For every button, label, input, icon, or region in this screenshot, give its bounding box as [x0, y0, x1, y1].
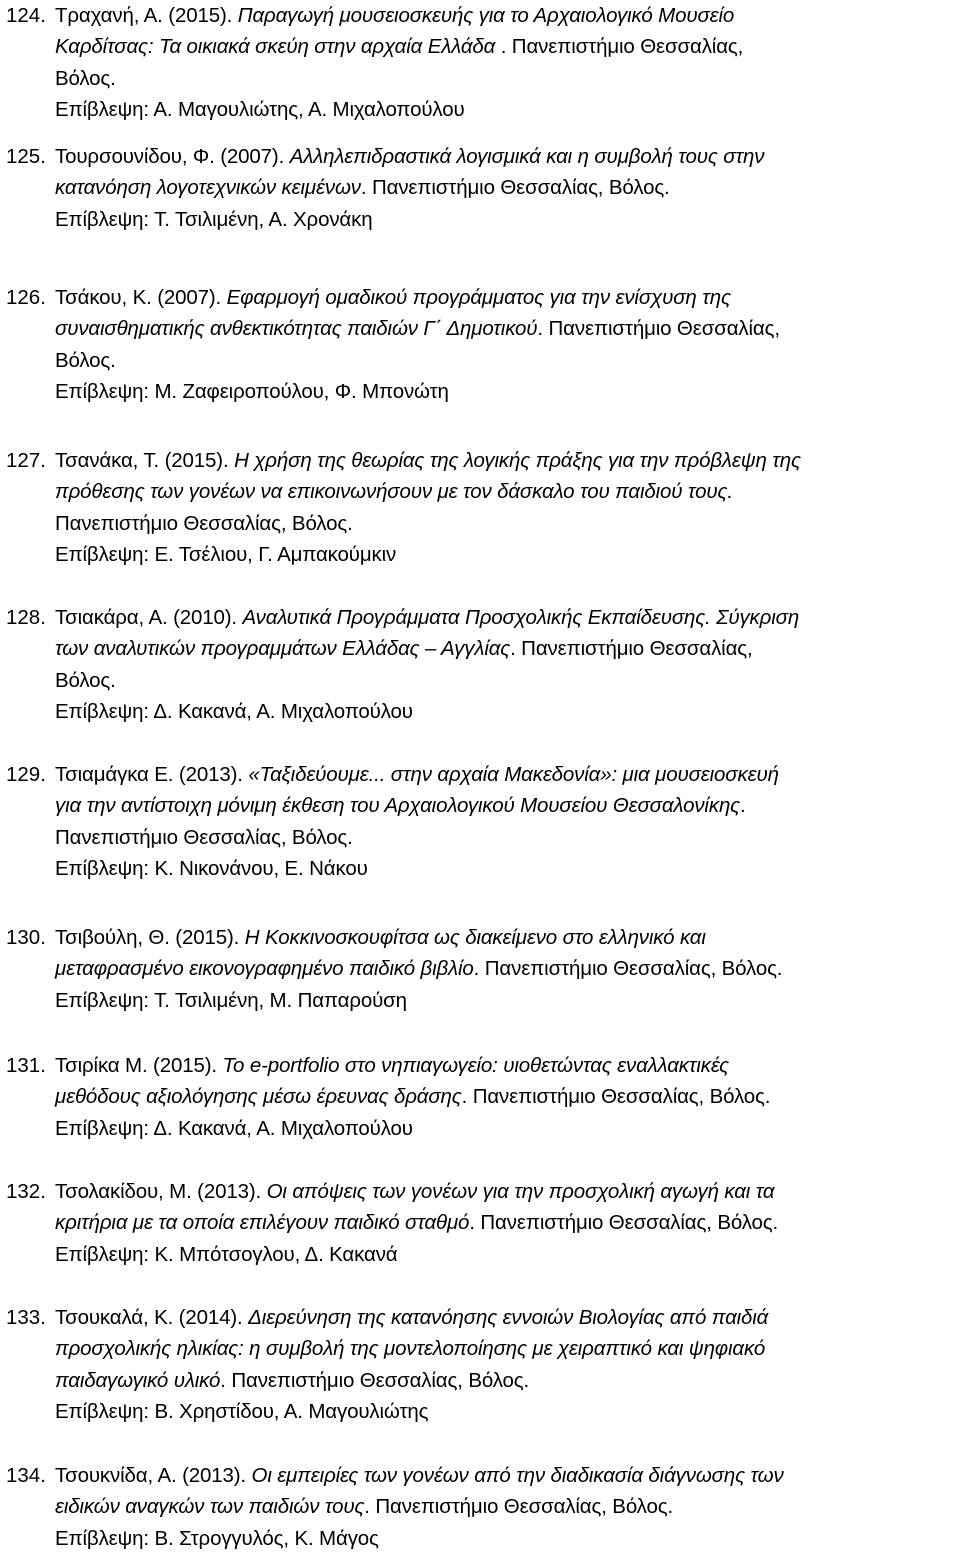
- author-year: Τσολακίδου, Μ. (2013).: [55, 1180, 267, 1203]
- thesis-title-cont: μεθόδους αξιολόγησης μέσω έρευνας δράσης: [55, 1085, 462, 1109]
- supervision: Επίβλεψη: Δ. Κακανά, Α. Μιχαλοπούλου: [55, 1116, 413, 1140]
- institution: . Πανεπιστήμιο Θεσσαλίας, Βόλος.: [364, 1495, 673, 1519]
- entry-number: 133.: [6, 1306, 46, 1329]
- thesis-title-cont: ειδικών αναγκών των παιδιών τους: [55, 1495, 365, 1519]
- entry-body: [55, 1050, 960, 1144]
- entry-line-1: [55, 1176, 960, 1207]
- entry-body: [55, 759, 960, 885]
- author-year: Τσανάκα, Τ. (2015).: [55, 449, 235, 472]
- entry-line-2: [55, 633, 960, 664]
- entry-line-1: [55, 141, 960, 172]
- institution: . Πανεπιστήμιο Θεσσαλίας,: [495, 35, 744, 59]
- entry-body: [55, 141, 960, 235]
- supervision: Επίβλεψη: Μ. Ζαφειροπούλου, Φ. Μπονώτη: [55, 380, 449, 404]
- thesis-title: Το e-portfolio στο νηπιαγωγείο: υιοθετώντας εναλλακτικές: [222, 1054, 729, 1077]
- entry-line-1: [55, 1302, 960, 1333]
- author-year: Τσουκαλά, Κ. (2014).: [55, 1306, 249, 1329]
- thesis-title-cont: προσχολικής ηλικίας: η συμβολή της μοντελοποίησης με χειραπτικό και ψηφιακό: [55, 1337, 766, 1361]
- institution: . Πανεπιστήμιο Θεσσαλίας,: [510, 637, 753, 661]
- supervision: Επίβλεψη: Κ. Νικονάνου, Ε. Νάκου: [55, 857, 368, 881]
- institution: . Πανεπιστήμιο Θεσσαλίας, Βόλος.: [461, 1085, 771, 1109]
- thesis-title-end: παιδαγωγικό υλικό: [55, 1368, 221, 1392]
- supervision: Επίβλεψη: Τ. Τσιλιμένη, Μ. Παπαρούση: [55, 988, 407, 1012]
- thesis-title: Η Κοκκινοσκουφίτσα ως διακείμενο στο ελληνικό και: [244, 926, 706, 949]
- institution: . Πανεπιστήμιο Θεσσαλίας, Βόλος.: [473, 957, 783, 981]
- supervision: Επίβλεψη: Κ. Μπότσογλου, Δ. Κακανά: [55, 1242, 398, 1266]
- entry-body: [55, 282, 960, 408]
- thesis-title: Οι εμπειρίες των γονέων από την διαδικασία διάγνωσης των: [251, 1464, 784, 1487]
- thesis-title-cont: μεταφρασμένο εικονογραφημένο παιδικό βιβλίο: [55, 957, 474, 981]
- thesis-title: Αναλυτικά Προγράμματα Προσχολικής Εκπαίδευσης. Σύγκριση: [242, 606, 800, 629]
- thesis-title: Παραγωγή μουσειοσκευής για το Αρχαιολογικό Μουσείο: [237, 4, 735, 27]
- thesis-title: Εφαρμογή ομαδικού προγράμματος για την ενίσχυση της: [226, 286, 731, 309]
- thesis-title: Η χρήση της θεωρίας της λογικής πράξης για την πρόβλεψη της: [234, 449, 801, 472]
- thesis-title-cont: για την αντίστοιχη μόνιμη έκθεση του Αρχαιολογικού Μουσείου Θεσσαλονίκης: [55, 794, 740, 818]
- thesis-title-cont: κατανόηση λογοτεχνικών κειμένων: [55, 176, 361, 200]
- institution: . Πανεπιστήμιο Θεσσαλίας,: [537, 317, 780, 341]
- entry-number: 129.: [6, 763, 46, 786]
- entry-line-2: [55, 31, 960, 62]
- author-year: Τσουκνίδα, Α. (2013).: [55, 1464, 252, 1487]
- entry-number: 132.: [6, 1180, 46, 1203]
- supervision: Επίβλεψη: Τ. Τσιλιμένη, Α. Χρονάκη: [55, 207, 373, 231]
- thesis-title-cont: Καρδίτσας: Τα οικιακά σκεύη στην αρχαία Ελλάδα: [55, 35, 496, 59]
- author-year: Τσάκου, Κ. (2007).: [55, 286, 227, 309]
- entry-body: [55, 1302, 960, 1428]
- entry-line-2: [55, 1081, 960, 1112]
- thesis-title-cont: πρόθεσης των γονέων να επικοινωνήσουν με τον δάσκαλο του παιδιού τους.: [55, 480, 733, 504]
- entry-number: 131.: [6, 1054, 46, 1077]
- institution: Πανεπιστήμιο Θεσσαλίας, Βόλος.: [55, 511, 353, 535]
- supervision: Επίβλεψη: Ε. Τσέλιου, Γ. Αμπακούμκιν: [55, 543, 397, 567]
- entry-line-1: [55, 282, 960, 313]
- author-year: Τσιαμάγκα Ε. (2013).: [55, 763, 249, 786]
- institution: . Πανεπιστήμιο Θεσσαλίας, Βόλος.: [469, 1211, 779, 1235]
- author-year: Τουρσουνίδου, Φ. (2007).: [55, 145, 290, 168]
- supervision: Επίβλεψη: Β. Χρηστίδου, Α. Μαγουλιώτης: [55, 1400, 429, 1424]
- supervision: Επίβλεψη: Β. Στρογγυλός, Κ. Μάγος: [55, 1526, 379, 1550]
- entry-line-2: [55, 1207, 960, 1238]
- entry-line-1: [55, 922, 960, 953]
- entry-number: 130.: [6, 926, 46, 949]
- entry-number: 127.: [6, 449, 46, 472]
- author-year: Τσιβούλη, Θ. (2015).: [55, 926, 245, 949]
- entry-line-2: [55, 172, 960, 203]
- author-year: Τραχανή, Α. (2015).: [55, 4, 238, 27]
- entry-line-2: [55, 313, 960, 344]
- thesis-title: Διερεύνηση της κατανόησης εννοιών Βιολογίας από παιδιά: [248, 1306, 769, 1329]
- entry-line-3: [55, 1365, 960, 1396]
- entry-line-2: [55, 953, 960, 984]
- entry-line-2: [55, 790, 960, 821]
- entry-body: [55, 445, 960, 571]
- supervision: Επίβλεψη: Α. Μαγουλιώτης, Α. Μιχαλοπούλου: [55, 98, 465, 122]
- entry-body: [55, 1176, 960, 1270]
- entry-body: [55, 922, 960, 1016]
- entry-line-1: [55, 1460, 960, 1491]
- entry-number: 128.: [6, 606, 46, 629]
- institution: . Πανεπιστήμιο Θεσσαλίας, Βόλος.: [360, 176, 670, 200]
- entry-number: 126.: [6, 286, 46, 309]
- thesis-title: Αλληλεπιδραστικά λογισμικά και η συμβολή τους στην: [289, 145, 765, 168]
- entry-line-3: Βόλος.: [55, 66, 116, 90]
- entry-body: [55, 1460, 960, 1554]
- entry-line-1: [55, 0, 960, 31]
- author-year: Τσιακάρα, Α. (2010).: [55, 606, 243, 629]
- entry-line-3: Βόλος.: [55, 348, 116, 372]
- supervision: Επίβλεψη: Δ. Κακανά, Α. Μιχαλοπούλου: [55, 700, 413, 724]
- institution: . Πανεπιστήμιο Θεσσαλίας, Βόλος.: [220, 1368, 530, 1392]
- thesis-title: Οι απόψεις των γονέων για την προσχολική αγωγή και τα: [266, 1180, 775, 1203]
- institution: Πανεπιστήμιο Θεσσαλίας, Βόλος.: [55, 825, 353, 849]
- entry-body: [55, 602, 960, 728]
- entry-line-3: Βόλος.: [55, 668, 116, 692]
- entry-line-1: [55, 759, 960, 790]
- entry-body: [55, 0, 960, 126]
- entry-line-1: [55, 445, 960, 476]
- entry-number: 125.: [6, 145, 46, 168]
- thesis-title: «Ταξιδεύουμε... στην αρχαία Μακεδονία»: μια μουσειοσκευή: [248, 763, 779, 786]
- entry-line-2: [55, 1491, 960, 1522]
- entry-line-1: [55, 602, 960, 633]
- entry-number: 124.: [6, 4, 46, 27]
- thesis-title-cont: των αναλυτικών προγραμμάτων Ελλάδας – Αγγλίας: [55, 637, 511, 661]
- title-period: .: [740, 794, 746, 818]
- author-year: Τσιρίκα Μ. (2015).: [55, 1054, 223, 1077]
- thesis-title-cont: κριτήρια με τα οποία επιλέγουν παιδικό σταθμό: [55, 1211, 470, 1235]
- thesis-title-cont: συναισθηματικής ανθεκτικότητας παιδιών Γ΄ Δημοτικού: [55, 317, 538, 341]
- entry-number: 134.: [6, 1464, 46, 1487]
- entry-line-1: [55, 1050, 960, 1081]
